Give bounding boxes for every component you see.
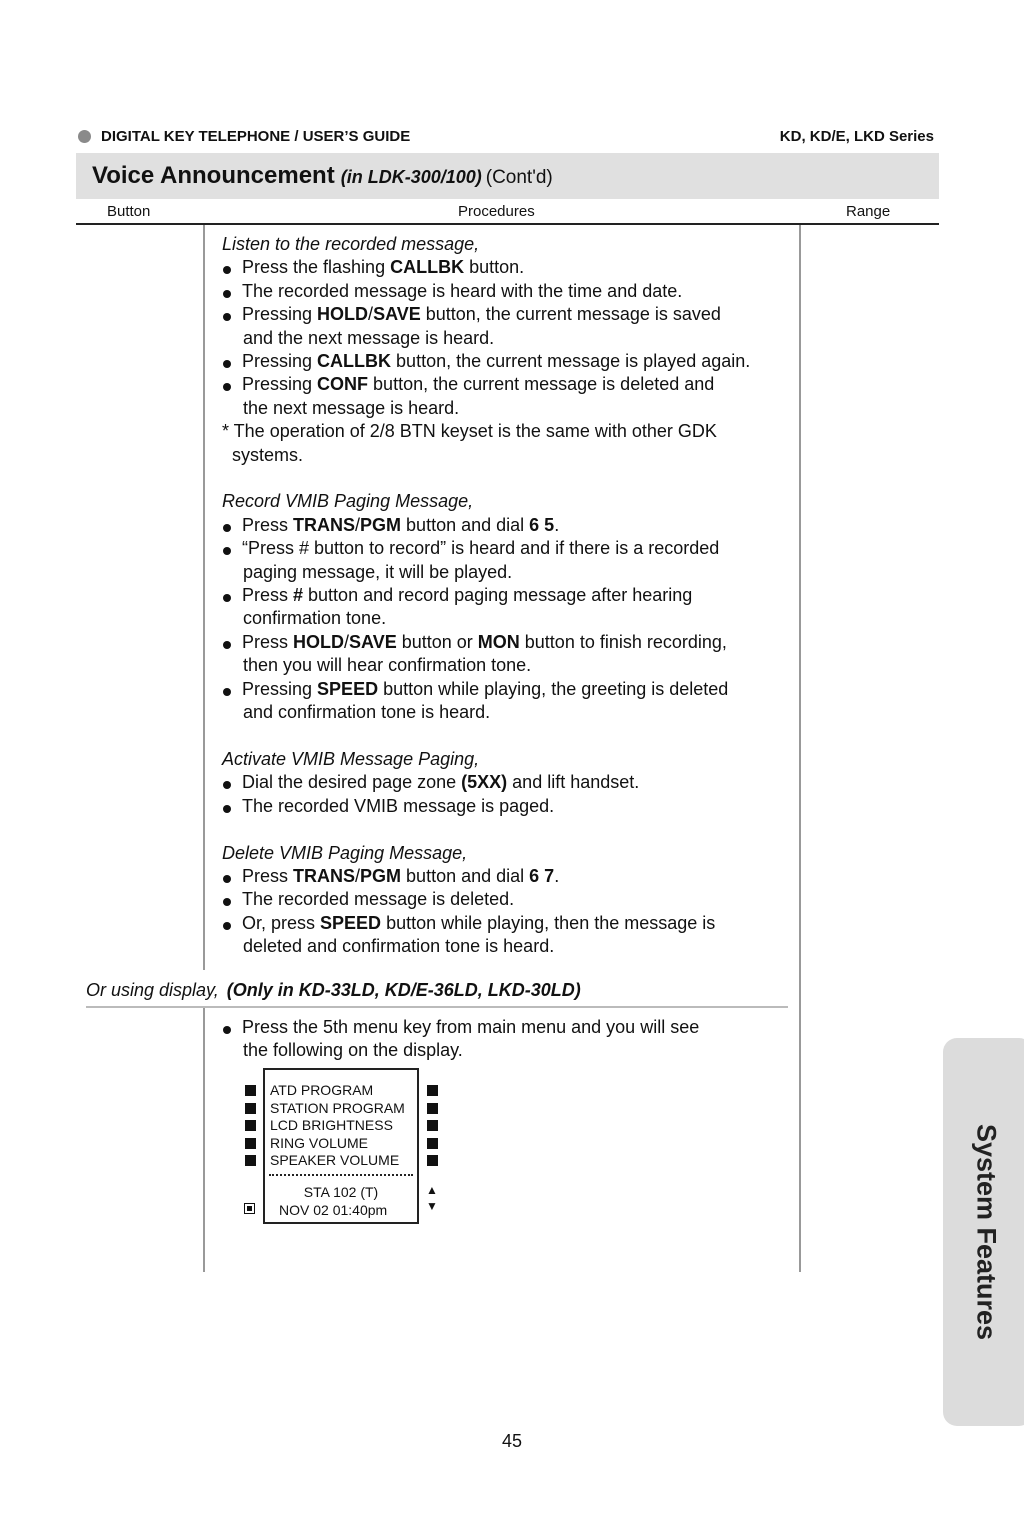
soft-key-right-icon (427, 1155, 438, 1166)
column-divider-left-upper (203, 225, 205, 970)
lcd-menu-item: STATION PROGRAM (270, 1100, 405, 1116)
display-lead: Or using display, (86, 980, 219, 1000)
list-item: Or, press SPEED button while playing, then the message is (222, 912, 812, 935)
title-cont: (Cont'd) (485, 167, 553, 188)
record-heading: Record VMIB Paging Message, (222, 491, 474, 512)
list-item: Press TRANS/PGM button and dial 6 5. (222, 514, 812, 537)
column-header-button: Button (107, 203, 151, 220)
lcd-station: STA 102 (T) (303, 1184, 379, 1200)
activate-heading: Activate VMIB Message Paging, (222, 748, 480, 769)
title-main: Voice Announcement (92, 162, 335, 189)
list-item-cont: then you will hear confirmation tone. (243, 655, 532, 676)
list-item: “Press # button to record” is heard and if there is a recorded (222, 537, 812, 560)
bullet-icon (223, 1026, 231, 1034)
list-item-cont: paging message, it will be played. (243, 561, 513, 582)
soft-key-right-icon (427, 1085, 438, 1096)
display-models: (Only in KD-33LD, KD/E-36LD, LKD-30LD) (226, 980, 581, 1000)
lcd-menu-item: RING VOLUME (270, 1135, 369, 1151)
list-item-cont: deleted and confirmation tone is heard. (243, 936, 555, 957)
scroll-down-arrow-icon: ▼ (426, 1199, 438, 1213)
column-header-procedures: Procedures (458, 203, 535, 220)
title-sub: (in LDK-300/100) (340, 167, 482, 187)
display-rule (86, 1006, 788, 1008)
lcd-menu-item: SPEAKER VOLUME (270, 1152, 400, 1168)
list-item-cont: confirmation tone. (243, 608, 387, 629)
soft-key-left-icon (245, 1138, 256, 1149)
running-header-left (78, 128, 410, 145)
guide-title: DIGITAL KEY TELEPHONE / USER’S GUIDE (101, 128, 411, 145)
lcd-menu-item: ATD PROGRAM (270, 1082, 374, 1098)
list-item: Pressing CONF button, the current message is deleted and (222, 373, 812, 396)
bullet-dot-icon (78, 130, 91, 143)
page-number: 45 (501, 1431, 523, 1451)
soft-key-left-icon (245, 1103, 256, 1114)
list-item: Dial the desired page zone (5XX) and lift handset. (222, 771, 812, 794)
soft-key-right-icon (427, 1103, 438, 1114)
display-subheading (86, 980, 581, 1001)
note-cont: systems. (232, 444, 304, 465)
delete-heading: Delete VMIB Paging Message, (222, 842, 468, 863)
section-title (92, 162, 553, 190)
lcd-date-time: NOV 02 01:40pm (279, 1202, 388, 1218)
list-item: Pressing CALLBK button, the current message is played again. (222, 350, 812, 373)
list-item-cont: the following on the display. (243, 1040, 463, 1061)
listen-heading: Listen to the recorded message, (222, 234, 480, 254)
soft-key-left-icon (245, 1155, 256, 1166)
list-item: Press TRANS/PGM button and dial 6 7. (222, 865, 812, 888)
header-rule (76, 223, 939, 225)
list-item: The recorded message is deleted. (222, 888, 812, 911)
series-label: KD, KD/E, LKD Series (779, 128, 934, 145)
list-item: Press # button and record paging message after hearing (222, 584, 812, 607)
display-procedure (222, 1016, 699, 1063)
menu-key-icon (244, 1203, 255, 1214)
lcd-display (263, 1068, 419, 1224)
soft-key-right-icon (427, 1120, 438, 1131)
list-item-cont: the next message is heard. (243, 397, 460, 418)
list-item: Pressing SPEED button while playing, the greeting is deleted (222, 678, 812, 701)
list-item: Pressing HOLD/SAVE button, the current message is saved (222, 303, 812, 326)
column-divider-left-lower (203, 1008, 205, 1272)
soft-key-left-icon (245, 1120, 256, 1131)
section-title-bar (76, 153, 939, 199)
note: * The operation of 2/8 BTN keyset is the same with other GDK (222, 421, 717, 442)
soft-key-left-icon (245, 1085, 256, 1096)
list-item: The recorded VMIB message is paged. (222, 795, 812, 818)
list-item-cont: and confirmation tone is heard. (243, 702, 491, 723)
soft-key-right-icon (427, 1138, 438, 1149)
column-header-range: Range (846, 203, 891, 220)
list-item: Press HOLD/SAVE button or MON button to finish recording, (222, 631, 812, 654)
lcd-separator (269, 1174, 413, 1176)
list-item: The recorded message is heard with the time and date. (222, 280, 812, 303)
lcd-menu-item: LCD BRIGHTNESS (270, 1117, 393, 1133)
list-item: Press the 5th menu key from main menu and you will see (222, 1016, 699, 1039)
scroll-up-arrow-icon: ▲ (426, 1183, 438, 1197)
list-item-cont: and the next message is heard. (243, 327, 495, 348)
list-item: Press the flashing CALLBK button. (222, 256, 812, 279)
procedures-text (222, 233, 812, 959)
side-tab-label: System Features (971, 1123, 1002, 1341)
